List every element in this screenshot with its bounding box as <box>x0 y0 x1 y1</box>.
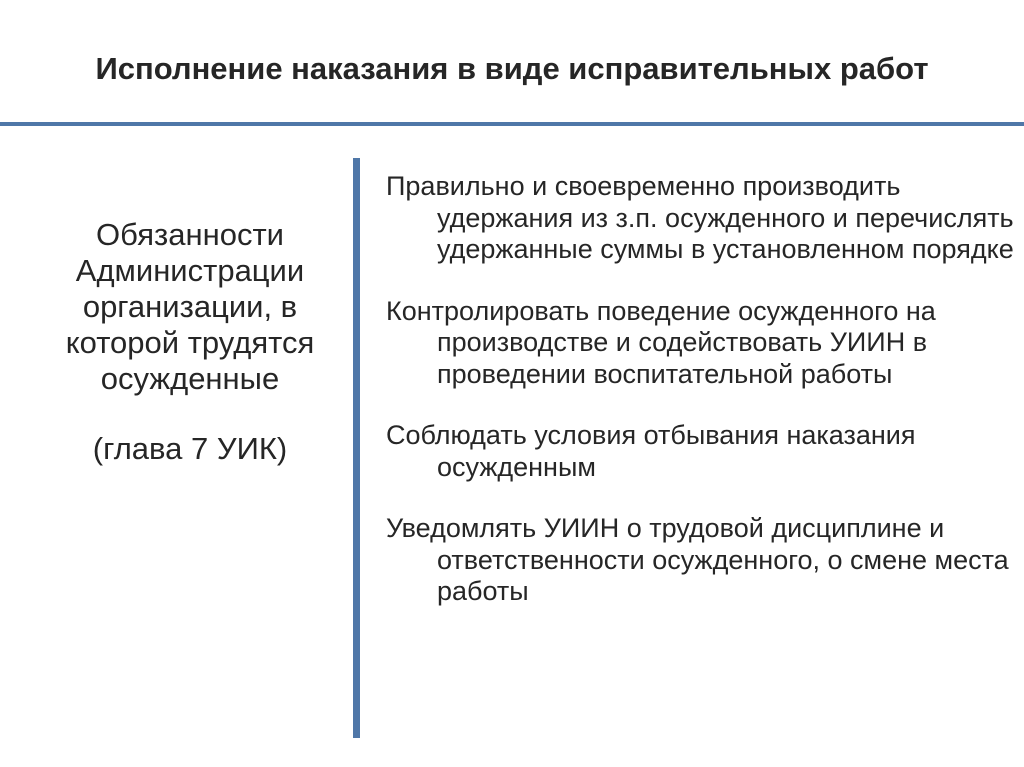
slide-title: Исполнение наказания в виде исправительных работ <box>95 51 929 86</box>
left-panel-chapter-ref: (глава 7 УИК) <box>92 431 288 466</box>
left-panel <box>30 217 350 467</box>
duties-list <box>386 171 1016 608</box>
left-panel-heading: Обязанности Администрации организации, в которой трудятся осужденные <box>65 217 315 396</box>
title-divider <box>0 122 1024 126</box>
column-divider <box>353 158 360 738</box>
duty-item: Уведомлять УИИН о трудовой дисциплине и ответственности осужденного, о смене места работы <box>386 513 1009 606</box>
duty-item: Контролировать поведение осужденного на производстве и содействовать УИИН в проведении воспитательной работы <box>386 295 936 389</box>
duty-item: Правильно и своевременно производить удержания из з.п. осужденного и перечислять удержанные суммы в установленном порядке <box>386 171 1014 264</box>
duty-item: Соблюдать условия отбывания наказания осужденным <box>386 420 916 482</box>
